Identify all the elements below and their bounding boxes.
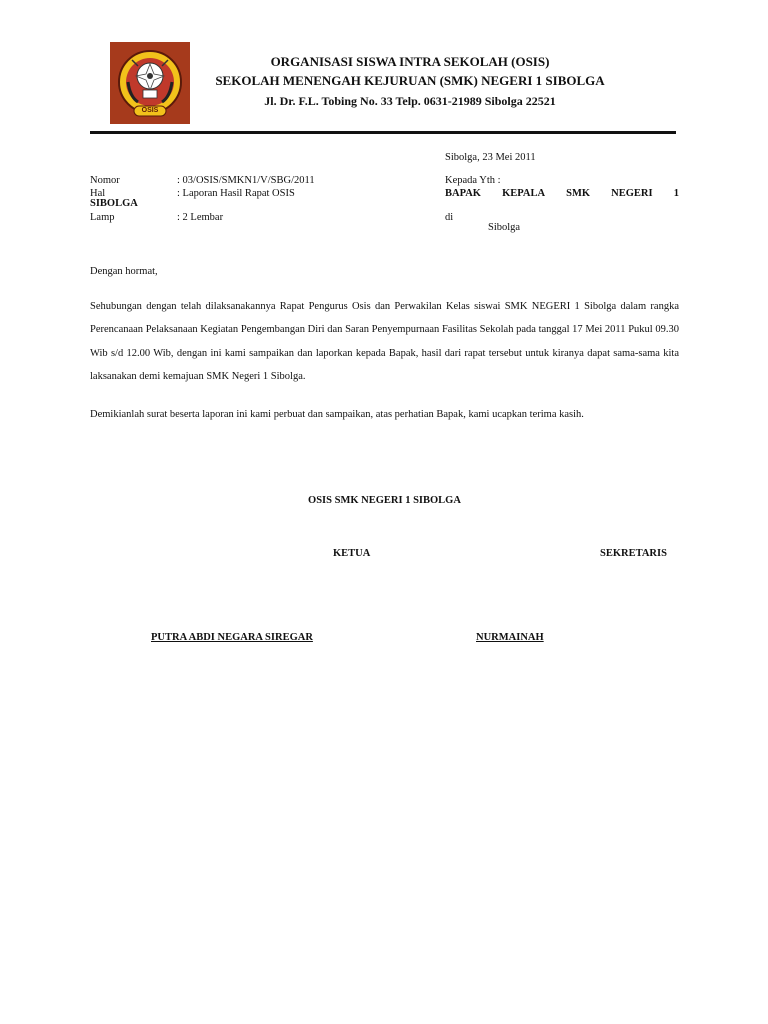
lamp-value: : 2 Lembar bbox=[177, 212, 224, 223]
nomor-label: Nomor bbox=[90, 175, 120, 186]
recipient-word: NEGERI bbox=[611, 188, 653, 199]
ketua-name: PUTRA ABDI NEGARA SIREGAR bbox=[151, 632, 313, 643]
nomor-value: : 03/OSIS/SMKN1/V/SBG/2011 bbox=[177, 175, 315, 186]
recipient-city: Sibolga bbox=[488, 222, 521, 233]
recipient-word: BAPAK bbox=[445, 188, 481, 199]
logo-label: OSIS bbox=[141, 107, 159, 114]
recipient-line bbox=[445, 188, 679, 199]
header-divider bbox=[90, 131, 676, 134]
org-name: ORGANISASI SISWA INTRA SEKOLAH (OSIS) bbox=[270, 54, 550, 69]
recipient-word: KEPALA bbox=[502, 188, 546, 199]
kepada-yth: Kepada Yth : bbox=[445, 175, 501, 186]
ketua-title: KETUA bbox=[333, 548, 371, 559]
school-address: Jl. Dr. F.L. Tobing No. 33 Telp. 0631-21989 Sibolga 22521 bbox=[264, 94, 556, 108]
lamp-label: Lamp bbox=[90, 212, 115, 223]
school-name: SEKOLAH MENENGAH KEJURUAN (SMK) NEGERI 1 SIBOLGA bbox=[215, 73, 605, 88]
hal-label: Hal bbox=[90, 188, 106, 199]
osis-logo bbox=[110, 42, 190, 124]
recipient-di: di bbox=[445, 212, 454, 223]
signature-org: OSIS SMK NEGERI 1 SIBOLGA bbox=[308, 495, 461, 506]
hal-value: : Laporan Hasil Rapat OSIS bbox=[177, 188, 295, 199]
greeting: Dengan hormat, bbox=[90, 266, 158, 277]
recipient-word: 1 bbox=[673, 188, 679, 199]
body-paragraph-1: Sehubungan dengan telah dilaksanakannya Rapat Pengurus Osis dan Perwakilan Kelas siswai SMK NEGERI 1 Sibolga dalam rangka Perencanaan Pelaksanaan Kegiatan Pengembangan Diri dan Saran Penyempurnaan Fasilitas Sekolah pada tanggal 17 Mei 2011 Pukul 09.30 Wib s/d 12.00 Wib, dengan ini kami sampaikan dan laporkan kepada Bapak, hasil dari rapat tersebut untuk kiranya dapat sama-sama kita laksanakan demi kemajuan SMK Negeri 1 Sibolga. bbox=[90, 301, 679, 382]
sekretaris-name: NURMAINAH bbox=[476, 632, 544, 643]
recipient-continuation: SIBOLGA bbox=[90, 198, 138, 209]
recipient-word: SMK bbox=[566, 188, 591, 199]
sekretaris-title: SEKRETARIS bbox=[600, 548, 667, 559]
place-date: Sibolga, 23 Mei 2011 bbox=[445, 152, 536, 163]
body-paragraph-2: Demikianlah surat beserta laporan ini kami perbuat dan sampaikan, atas perhatian Bapak, kami ucapkan terima kasih. bbox=[90, 409, 584, 420]
